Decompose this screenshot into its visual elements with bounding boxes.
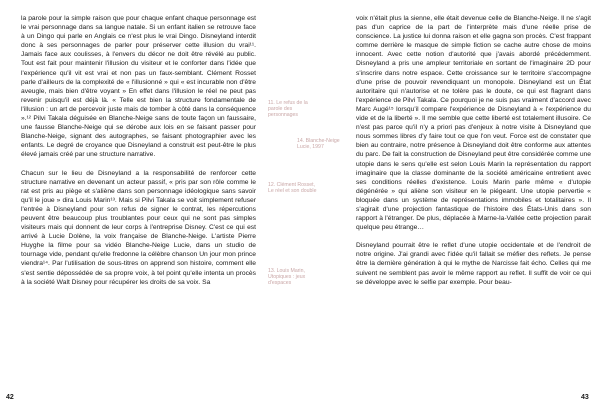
- margin-footnote-14: 14. Blanche-Neige Lucie, 1997: [297, 138, 340, 151]
- left-page-text-column: [21, 14, 256, 287]
- left-page-number: 42: [6, 394, 14, 401]
- right-page-number: 43: [581, 394, 589, 401]
- left-paragraph-1: la parole pour la simple raison que pour chaque enfant chaque personnage est le vrai personnage dans sa langue natale. Si un enfant italien se retrouve face à un Dingo qui parle en Anglais ce n'est plus le vrai Dingo. Disneyland interdit donc à ses personnages de parler pour préserver cette illusion du vrai¹¹. Jamais face aux coulisses, à l'envers du décor ne doit être révélé au public. Tout est fait pour maintenir l'illusion du visiteur et le conforter dans l'idée que l'expérience qu'il vit est vrai et non pas un faux-semblant. Clément Rosset parle d'ailleurs de la complexité de « l'illusionné » qui « est incurable non d'être aveugle, mais bien d'être voyant » En effet dans l'illusion le réel ne peut pas revenir puisqu'il est déjà là. « Telle est bien la structure fondamentale de l'illusion : un art de percevoir juste mais de tomber à côté dans la conséquence ».¹² Pilvi Takala déguisée en Blanche-Neige sans de toute façon un faussaire, une fausse Blanche-Neige qui se dérobe aux lois en se faisant passer pour Blanche-Neige, signant des autographes, se faisant photographier avec les enfants. Le degré de croyance que Disneyland a construit est peut-être le plus élevé jamais créé par une structure narrative.: [21, 15, 256, 159]
- right-paragraph-2: Disneyland pourrait être le reflet d'une utopie occidentale et de l'endroit de notre origine. J'ai grandi avec l'idée qu'il fallait se méfier des reflets. Je pense être la dernière génération à qui le mythe de Narcisse fait écho. Celles qui me suivent ne semblent pas avoir le même rapport au reflet. Il suffit de voir ce qui se développe avec le selfie par exemple. Pour beau-: [356, 242, 591, 286]
- right-page-text-column: [356, 14, 591, 287]
- margin-footnote-11: 11. Le refus de la parole des personnages: [268, 100, 308, 119]
- left-paragraph-2: Chacun sur le lieu de Disneyland a la responsabilité de renforcer cette structure narrative en devenant un acteur passif, « pris par son rôle comme le rat est pris au piège et s'aliène dans son personnage idéologique sans savoir qu'il le joue » dira Louis Marin¹³. Mais si Pilvi Takala se voit simplement refuser l'entrée à Disneyland pour son refus de signer le contrat, les répercutions peuvent être beaucoup plus troublantes pour ceux qui ne sont pas simples visiteurs mais qui donnent de leur corps à l'entreprise Disney. C'est ce qui est arrivé à Lucie Dolène, la voix française de Blanche-Neige. L'artiste Pierre Huyghe la filme pour sa vidéo Blanche-Neige Lucie, dans un studio de tournage vide, pendant qu'elle fredonne la célèbre chanson Un jour mon prince viendra¹⁴. Par l'utilisation de sous-titres on apprend son histoire, comment elle s'est sentie dépossédée de sa propre voix, à tel point qu'elle intenta un procès à la société Walt Disney pour récupérer les droits de sa voix. Sa: [21, 169, 256, 286]
- margin-footnote-13: 13. Louis Marin, Utopiques : jeux d'espaces: [268, 268, 306, 287]
- right-paragraph-1: voix n'était plus la sienne, elle était devenue celle de Blanche-Neige. Il ne s'agit pas d'un caprice de la part de l'interprète mais d'une réelle prise de conscience. La justice lui donna raison et elle gagna son procès. C'est frappant comme derrière le masque de simple fiction se cache autre chose de moins innocent. Avec cette notion d'autorité que j'avais abordé précédemment. Disneyland a pris une ampleur territoriale en sortant de l'imaginaire 2D pour s'inscrire dans notre espace. Cette croissance sur le territoire s'accompagne d'une prise de pouvoir revendiquant un monopole. Disneyland est un État autoritaire qui n'autorise et ne tolère pas le doute, ce qui est flagrant dans l'expérience de Pilvi Takala. Ce pourquoi je ne suis pas vraiment d'accord avec Marc Augé¹⁵ lorsqu'il compare l'expérience de Disneyland à « l'expérience du vide et de la liberté ». Il me semble que cette liberté est totalement illusoire. Ce n'est pas parce qu'il n'y a priori pas d'enjeux à notre visite à Disneyland que nous sommes libres d'y faire tout ce que l'on veut. Force est de constater que bien au contraire, notre présence à Disneyland doit être conforme aux attentes du parc. De fait la construction de Disneyland peut être considérée comme une utopie dans le sens qu'elle est selon Louis Marin la représentation du rapport imaginaire que la classe dominante de la société américaine entretient avec ses conditions réelles d'existence. Louis Marin parle même « d'utopie dégénérée » qui aliène son visiteur en le piégeant. Une utopie pervertie « bloquée dans un système de représentations immobiles et totalitaires ». Il s'agirait d'une projection fantastique de l'histoire des États-Unis dans son rapport à l'étranger. De plus, déplacée à Marne-la-Vallée cette projection parait quelque peu étrange…: [356, 15, 591, 232]
- margin-footnote-12: 12. Clément Rosset, Le réel et son double: [268, 182, 317, 195]
